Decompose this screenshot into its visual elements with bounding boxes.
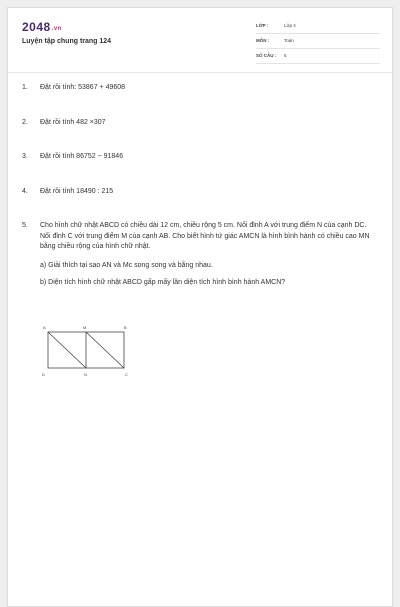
meta-value: Toán — [284, 38, 294, 43]
label-a: A — [43, 325, 46, 330]
worksheet-header — [8, 8, 392, 72]
meta-row-count — [256, 51, 380, 64]
logo-brand: 2048 — [22, 20, 51, 34]
question-text: Đặt rồi tính 482 ×307 — [40, 119, 106, 126]
meta-label: MÔN : — [256, 38, 270, 43]
question-text: Đặt rồi tính: 53867 + 49608 — [40, 84, 126, 91]
segment-mc — [86, 332, 124, 368]
header-divider — [8, 72, 392, 73]
meta-value: Lớp 4 — [284, 23, 296, 28]
label-d: D — [42, 372, 45, 377]
page-title: Luyện tập chung trang 124 — [22, 38, 112, 45]
meta-label: SỐ CÂU : — [256, 53, 277, 58]
logo-tld: .vn — [51, 26, 62, 32]
segment-an — [48, 332, 86, 368]
question-number: 4. — [22, 188, 28, 195]
meta-row-subject — [256, 36, 380, 49]
label-m: M — [83, 325, 87, 330]
question-2 — [22, 118, 372, 129]
rectangle-figure — [40, 324, 140, 384]
question-part-a: a) Giải thích tại sao AN và Mc song song và bằng nhau. — [40, 261, 213, 269]
question-text: Đặt rồi tính 86752 − 91846 — [40, 153, 124, 160]
question-5 — [22, 221, 372, 289]
question-1 — [22, 83, 372, 94]
question-number: 2. — [22, 119, 28, 126]
worksheet-page — [7, 7, 393, 607]
label-b: B — [124, 325, 127, 330]
label-c: C — [125, 372, 128, 377]
meta-value: 5 — [284, 53, 287, 58]
question-4 — [22, 187, 372, 198]
question-3 — [22, 152, 372, 163]
question-number: 5. — [22, 222, 28, 229]
meta-label: LỚP : — [256, 23, 269, 28]
question-number: 3. — [22, 153, 28, 160]
worksheet-meta — [256, 21, 380, 66]
site-logo[interactable] — [22, 20, 62, 34]
question-number: 1. — [22, 84, 28, 91]
question-part-b: b) Diện tích hình chữ nhật ABCD gấp mấy lần diện tích hình bình hành AMCN? — [40, 279, 286, 286]
meta-row-class — [256, 21, 380, 34]
label-n: N — [84, 372, 87, 377]
question-text: Cho hình chữ nhật ABCD có chiều dài 12 cm, chiều rộng 5 cm. Nối đỉnh A với trung điểm N của cạnh DC. Nối đỉnh C với trung điểm M của cạnh AB. Cho biết hình tứ giác AMCN là hình bình hành có chiều cao MN bằng chiều rộng của hình chữ nhật. — [40, 222, 370, 250]
question-text: Đặt rồi tính 18490 : 215 — [40, 188, 114, 195]
